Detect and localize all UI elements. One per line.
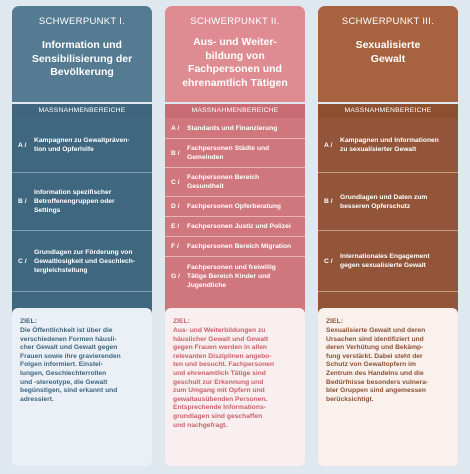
line: Ursachen sind identifiziert und	[326, 335, 424, 343]
schwerpunkt-2-kicker: SCHWERPUNKT II.	[190, 16, 280, 27]
massnahme-item	[318, 231, 458, 291]
line: gegen Frauen werden in allen	[173, 344, 268, 352]
massnahme-code: E /	[171, 223, 180, 230]
line: gewaltausübenden Personen.	[173, 395, 268, 403]
line: geschult zur Erkennung und	[173, 378, 264, 386]
line: Fachpersonen Opferberatung	[187, 203, 282, 210]
massnahme-item	[165, 237, 305, 256]
line: zu sexualisierter Gewalt	[340, 146, 417, 153]
massnahme-text	[340, 193, 452, 211]
line: berücksichtigt.	[326, 395, 374, 403]
title-line: ehrenamtlich Tätigen	[182, 76, 288, 89]
massnahme-code: B /	[171, 149, 180, 157]
title-line: Information und	[42, 39, 122, 51]
massnahme-text	[187, 222, 299, 231]
massnahme-code: C /	[171, 178, 180, 186]
title-line: bildung von	[205, 49, 265, 62]
massnahme-item	[165, 217, 305, 236]
line: häuslicher Gewalt und Gewalt	[173, 335, 269, 343]
line: Internationales Engagement	[340, 253, 430, 260]
line: lungen, Geschlechterrollen	[20, 369, 107, 377]
massnahme-item	[165, 257, 305, 295]
line: und -stereotype, die Gewalt	[20, 378, 108, 386]
line: zum Umgang mit Opfern und	[173, 387, 265, 395]
line: Kampagnen und Informationen	[340, 137, 439, 144]
line: Fachpersonen Justiz und Polizei	[187, 223, 291, 230]
title-line: Sensibilisierung der	[31, 52, 133, 65]
massnahme-item	[12, 173, 152, 230]
ziel-box-3	[318, 308, 458, 466]
line: Grundlagen zur Förderung von	[34, 248, 133, 256]
massnahme-text	[187, 173, 299, 191]
line: grundlagen sind geschaffen	[173, 412, 263, 420]
massnahme-item	[165, 118, 305, 138]
line: Aus- und Weiterbildungen zu	[173, 327, 266, 334]
line: Kampagnen zu Gewaltpräven-	[34, 137, 130, 144]
line: besseren Opferschutz	[340, 202, 411, 210]
line: Betroffenengruppen oder	[34, 198, 115, 205]
line: Fachpersonen Bereich Migration	[187, 243, 292, 250]
line: Sexualisierte Gewalt und deren	[326, 327, 426, 334]
massnahme-text	[187, 124, 299, 133]
massnahme-text	[187, 242, 299, 251]
massnahmenbereiche-label: MASSNAHMENBEREICHE	[12, 104, 152, 118]
massnahme-code: B /	[324, 198, 333, 205]
line: adressiert.	[20, 395, 54, 403]
line: Gesundheit	[187, 183, 224, 190]
ziel-box-1	[12, 308, 152, 466]
ziel-label: ZIEL:	[326, 318, 343, 325]
massnahme-code: G /	[171, 272, 180, 280]
line: Tätige Bereich Kinder und	[187, 272, 271, 280]
line: Settings	[34, 207, 61, 214]
massnahme-code: C /	[324, 257, 333, 265]
title-line: Gewalt	[370, 52, 406, 65]
massnahme-text	[187, 144, 299, 162]
massnahme-code: F /	[171, 243, 179, 250]
massnahme-item	[165, 197, 305, 216]
line: Gemeinden	[187, 154, 224, 161]
line: verschiedenen Formen häusli-	[20, 335, 117, 343]
massnahme-text	[187, 202, 299, 211]
line: deren Verhütung und Bekämp-	[326, 344, 424, 352]
massnahme-code: A /	[171, 124, 180, 132]
line: tion und Opferhilfe	[34, 146, 94, 153]
line: Frauen sowie ihre gravierenden	[20, 352, 121, 360]
title-line: Bevölkerung	[50, 66, 114, 78]
massnahme-text	[34, 248, 146, 275]
line: und ehrenamtlich Tätige sind	[173, 369, 266, 377]
schwerpunkt-1-kicker: SCHWERPUNKT I.	[38, 16, 126, 27]
line: Die Öffentlichkeit ist über die	[20, 327, 113, 334]
line: tergleichstellung	[34, 266, 88, 274]
line: Gewaltlosigkeit und Geschlech-	[34, 257, 136, 265]
title-line: Aus- und Weiter-	[193, 36, 277, 48]
massnahme-code: A /	[18, 141, 27, 149]
line: und nachgefragt.	[173, 421, 228, 429]
line: Folgen informiert. Einstel-	[20, 361, 103, 369]
line: cher Gewalt und Gewalt gegen	[20, 344, 118, 352]
schwerpunkt-2-header	[165, 6, 305, 102]
ziel-text	[20, 327, 144, 404]
massnahme-text	[34, 136, 146, 154]
ziel-box-2	[165, 308, 305, 466]
massnahme-item	[165, 139, 305, 167]
ziel-label: ZIEL:	[173, 318, 190, 325]
massnahme-text	[187, 263, 299, 290]
schwerpunkt-1-column	[12, 6, 152, 341]
line: Fachpersonen und freiwillig	[187, 263, 276, 271]
schwerpunkt-3-title	[318, 39, 458, 66]
massnahme-item	[12, 231, 152, 291]
massnahme-text	[340, 136, 452, 154]
ziel-text	[173, 327, 297, 430]
line: ten und besucht. Fachpersonen	[173, 361, 275, 369]
massnahme-code: C /	[18, 257, 27, 265]
schwerpunkt-3-header	[318, 6, 458, 102]
line: Standards und Finanzierung	[187, 124, 278, 132]
massnahme-code: D /	[171, 203, 180, 210]
line: Fachpersonen Städte und	[187, 145, 270, 152]
massnahme-text	[34, 188, 146, 215]
massnahme-text	[340, 252, 452, 270]
schwerpunkt-2-column	[165, 6, 305, 341]
massnahme-item	[165, 168, 305, 196]
massnahme-code: B /	[18, 198, 27, 205]
schwerpunkt-3-kicker: SCHWERPUNKT III.	[341, 16, 435, 27]
line: begünstigen, sind erkannt und	[20, 387, 118, 395]
line: fung verstärkt. Dabei steht der	[326, 352, 423, 360]
line: Entsprechende Informations-	[173, 404, 266, 412]
line: Information spezifischer	[34, 189, 112, 196]
line: Grundlagen und Daten zum	[340, 193, 428, 201]
schwerpunkt-2-title	[165, 36, 305, 90]
ziel-label: ZIEL:	[20, 318, 37, 325]
line: Schutz von Gewaltopfern im	[326, 361, 416, 369]
massnahme-item	[318, 173, 458, 230]
schwerpunkt-1-title	[12, 39, 152, 80]
line: gegen sexualisierte Gewalt	[340, 262, 426, 269]
schwerpunkt-1-header	[12, 6, 152, 102]
line: Zentrum des Handelns und die	[326, 369, 424, 377]
schwerpunkt-3-column	[318, 6, 458, 341]
line: Fachpersonen Bereich	[187, 174, 260, 181]
title-line: Fachpersonen und	[188, 63, 282, 75]
massnahme-item	[318, 118, 458, 172]
massnahme-item	[12, 118, 152, 172]
line: relevanten Disziplinen angebo-	[173, 352, 272, 360]
ziel-text	[326, 327, 450, 404]
line: Bedürfnisse besonders vulnera-	[326, 378, 429, 386]
line: bler Gruppen sind angemessen	[326, 387, 426, 395]
title-line: Sexualisierte	[355, 39, 421, 51]
massnahme-code: A /	[324, 141, 333, 149]
massnahmenbereiche-label: MASSNAHMENBEREICHE	[318, 104, 458, 118]
massnahmenbereiche-label: MASSNAHMENBEREICHE	[165, 104, 305, 118]
line: Jugendliche	[187, 281, 227, 289]
